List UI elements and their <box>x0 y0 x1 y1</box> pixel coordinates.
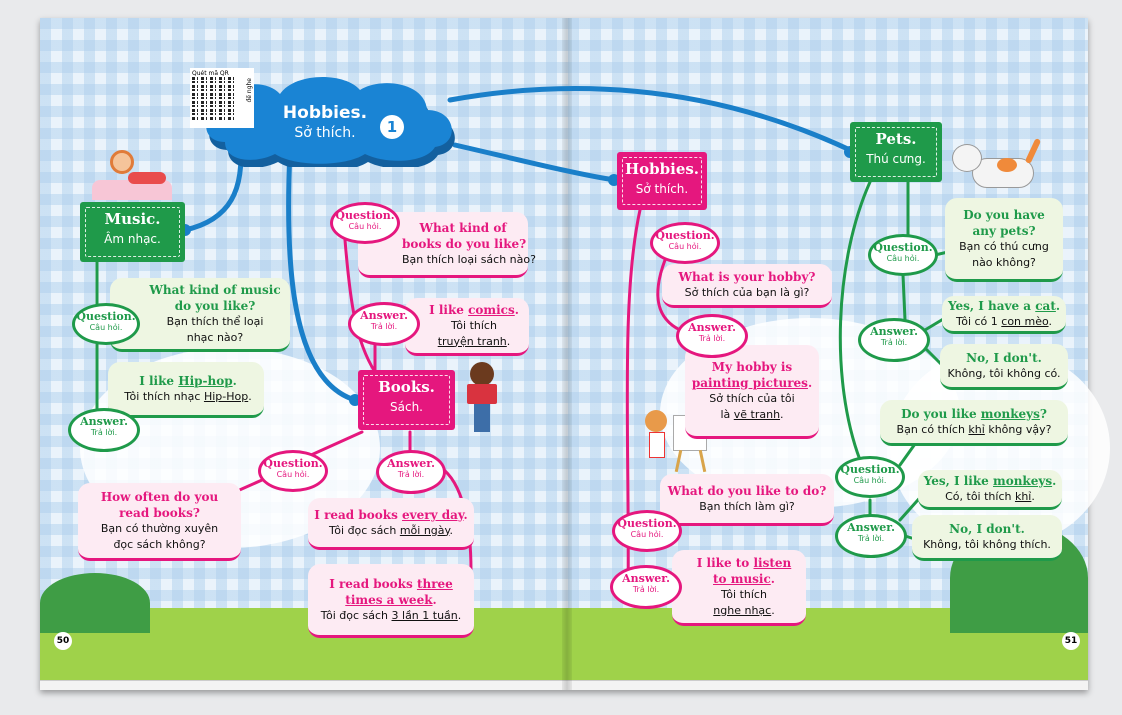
page-title: Hobbies. <box>282 103 368 123</box>
question-bubble <box>868 234 938 276</box>
text-box-p-a2 <box>940 344 1068 390</box>
underlined-phrase: three <box>416 576 453 591</box>
text-box-b-a3 <box>308 564 474 638</box>
english-line: I like Hip-hop. <box>139 373 237 388</box>
english-line: I like to listen <box>696 555 792 570</box>
english-line: No, I don't. <box>949 521 1025 536</box>
question-bubble <box>258 450 328 492</box>
english-line: I like comics. <box>429 302 519 317</box>
vietnamese-line: Tôi đọc sách 3 lần 1 tuần. <box>320 608 462 622</box>
topic-subtitle: Thú cưng. <box>866 152 926 166</box>
vietnamese-line: Bạn thích làm gì? <box>699 499 795 513</box>
answer-bubble <box>68 408 140 452</box>
bubble-sublabel: Trả lời. <box>397 470 425 479</box>
bubble-label: Question. <box>263 457 323 470</box>
qr-code-image <box>192 77 236 121</box>
text-box-b-q2 <box>78 483 241 561</box>
text-box-b-a1 <box>405 298 529 356</box>
page-title-vi: Sở thích. <box>294 125 356 141</box>
bubble-label: Answer. <box>688 321 736 334</box>
english-line: Yes, I like monkeys. <box>923 473 1057 488</box>
vietnamese-line: Bạn có thường xuyên <box>100 521 219 535</box>
connector-hobbies <box>455 145 615 180</box>
underlined-phrase: truyện tranh <box>437 334 507 348</box>
underlined-phrase: times a week <box>345 592 433 607</box>
page-number-left: 50 <box>54 632 72 650</box>
cat-illustration <box>952 138 1047 203</box>
text-box-p-a1 <box>942 296 1066 334</box>
topic-border <box>855 127 937 177</box>
english-line: I read books every day. <box>314 507 468 522</box>
vietnamese-line: truyện tranh. <box>437 334 511 348</box>
answer-bubble <box>376 450 446 494</box>
bubble-sublabel: Trả lời. <box>698 334 726 343</box>
text-box-m-a <box>108 362 264 418</box>
topic-title: Books. <box>378 378 435 396</box>
english-line: What is your hobby? <box>678 269 816 284</box>
qr-code[interactable] <box>190 68 254 128</box>
bubble-sublabel: Trả lời. <box>370 322 398 331</box>
vietnamese-line: nào không? <box>972 255 1036 269</box>
english-line: What do you like to do? <box>667 483 827 498</box>
connector-books <box>289 150 355 400</box>
underlined-phrase: to music <box>713 571 771 586</box>
bubble-label: Question. <box>873 241 933 254</box>
english-line: How often do you <box>100 489 219 504</box>
english-line: books do you like? <box>402 236 527 251</box>
vietnamese-line: Tôi đọc sách mỗi ngày. <box>329 523 453 537</box>
underlined-phrase: monkeys <box>980 406 1040 421</box>
connector-pets <box>450 88 850 150</box>
bubble-label: Question. <box>335 209 395 222</box>
qr-label: Quét mã QR <box>192 70 229 77</box>
vietnamese-line: Tôi thích <box>451 318 497 332</box>
bubble-label: Answer. <box>387 457 435 470</box>
underlined-phrase: mỗi ngày <box>399 523 450 537</box>
text-box-b-a2 <box>308 498 474 550</box>
vietnamese-line: Bạn có thú cưng <box>959 239 1049 253</box>
boy-reading-illustration <box>464 362 500 434</box>
topic-books[interactable] <box>358 370 455 430</box>
english-line: any pets? <box>972 223 1036 238</box>
underlined-phrase: Hip-Hop <box>203 389 249 403</box>
vietnamese-line: Không, tôi không có. <box>947 366 1061 380</box>
bubble-label: Answer. <box>80 415 128 428</box>
topic-border <box>363 375 450 425</box>
english-line: read books? <box>119 505 200 520</box>
english-line: Yes, I have a cat. <box>947 298 1061 313</box>
bubble-sublabel: Trả lời. <box>880 338 908 347</box>
underlined-phrase: every day <box>402 507 464 522</box>
vietnamese-line: nghe nhạc. <box>713 603 775 617</box>
text-box-p-q2 <box>880 400 1068 446</box>
english-line: I read books three <box>329 576 453 591</box>
topic-title: Hobbies. <box>624 160 700 178</box>
topic-hobbies[interactable] <box>617 152 707 210</box>
bubble-label: Question. <box>617 517 677 530</box>
vietnamese-line: Bạn thích loại sách nào? <box>402 252 536 266</box>
english-line: What kind of music <box>149 282 281 297</box>
vietnamese-line: Tôi thích nhạc Hip-Hop. <box>124 389 252 403</box>
qr-side-label: để nghe <box>246 78 253 103</box>
english-line: to music. <box>713 571 775 586</box>
underlined-phrase: khỉ <box>968 422 985 436</box>
bubble-sublabel: Câu hỏi. <box>853 476 887 485</box>
underlined-phrase: painting pictures <box>691 375 808 390</box>
bubble-sublabel: Câu hỏi. <box>668 242 702 251</box>
question-bubble <box>612 510 682 552</box>
text-box-p-q1 <box>945 198 1063 282</box>
bubble-sublabel: Trả lời. <box>857 534 885 543</box>
topic-subtitle: Sách. <box>390 400 423 414</box>
question-bubble <box>835 456 905 498</box>
text-box-h-a1 <box>685 345 819 439</box>
bubble-label: Answer. <box>870 325 918 338</box>
english-line: Do you like monkeys? <box>901 406 1047 421</box>
vietnamese-line: nhạc nào? <box>186 330 244 344</box>
vietnamese-line: Không, tôi không thích. <box>923 537 1051 551</box>
vietnamese-line: là vẽ tranh. <box>720 407 784 421</box>
underlined-phrase: nghe nhạc <box>713 603 772 617</box>
question-bubble <box>650 222 720 264</box>
text-box-h-q2 <box>660 474 834 526</box>
topic-subtitle: Sở thích. <box>635 182 689 196</box>
question-bubble <box>72 303 140 345</box>
bubble-label: Answer. <box>622 572 670 585</box>
unit-number-badge: 1 <box>380 115 404 139</box>
text-box-h-q1 <box>662 264 832 308</box>
topic-pets[interactable] <box>850 122 942 182</box>
bubble-label: Question. <box>76 310 136 323</box>
topic-title: Pets. <box>875 130 917 148</box>
topic-music[interactable] <box>80 202 185 262</box>
bubble-label: Answer. <box>360 309 408 322</box>
bubble-label: Question. <box>655 229 715 242</box>
english-line: times a week. <box>345 592 437 607</box>
english-line: No, I don't. <box>966 350 1042 365</box>
music-girl-illustration <box>92 150 172 200</box>
page-number-right: 51 <box>1062 632 1080 650</box>
bubble-sublabel: Trả lời. <box>90 428 118 437</box>
vietnamese-line: Bạn thích thể loại <box>166 314 264 328</box>
text-box-p-a4 <box>912 515 1062 561</box>
answer-bubble <box>610 565 682 609</box>
underlined-phrase: comics <box>468 302 515 317</box>
english-line: painting pictures. <box>691 375 813 390</box>
bubble-sublabel: Trả lời. <box>632 585 660 594</box>
english-line: do you like? <box>174 298 256 313</box>
underlined-phrase: monkeys <box>993 473 1053 488</box>
vietnamese-line: Bạn có thích khỉ không vậy? <box>896 422 1052 436</box>
topic-subtitle: Âm nhạc. <box>104 232 161 246</box>
vietnamese-line: Sở thích của bạn là gì? <box>684 285 810 299</box>
underlined-phrase: cat <box>1035 298 1056 313</box>
vietnamese-line: Sở thích của tôi <box>709 391 795 405</box>
bubble-label: Answer. <box>847 521 895 534</box>
bubble-sublabel: Câu hỏi. <box>348 222 382 231</box>
vietnamese-line: đọc sách không? <box>113 537 206 551</box>
underlined-phrase: Hip-hop <box>178 373 233 388</box>
underlined-phrase: listen <box>753 555 792 570</box>
english-line: What kind of <box>419 220 507 235</box>
text-box-h-a2 <box>672 550 806 626</box>
underlined-phrase: khỉ <box>1014 489 1032 503</box>
underlined-phrase: vẽ tranh <box>733 407 781 421</box>
text-box-p-a3 <box>918 470 1062 510</box>
question-bubble <box>330 202 400 244</box>
answer-bubble <box>835 514 907 558</box>
topic-title: Music. <box>104 210 161 228</box>
vietnamese-line: Tôi có 1 con mèo. <box>955 314 1053 328</box>
vietnamese-line: Có, tôi thích khỉ. <box>945 489 1035 503</box>
answer-bubble <box>858 318 930 362</box>
bubble-sublabel: Câu hỏi. <box>886 254 920 263</box>
bubble-sublabel: Câu hỏi. <box>276 470 310 479</box>
bubble-sublabel: Câu hỏi. <box>89 323 123 332</box>
answer-bubble <box>676 314 748 358</box>
bubble-sublabel: Câu hỏi. <box>630 530 664 539</box>
topic-border <box>85 207 180 257</box>
english-line: My hobby is <box>711 359 793 374</box>
underlined-phrase: 3 lần 1 tuần <box>391 608 458 622</box>
topic-border <box>622 157 702 205</box>
bubble-label: Question. <box>840 463 900 476</box>
underlined-phrase: con mèo <box>1001 314 1049 328</box>
english-line: Do you have <box>963 207 1045 222</box>
vietnamese-line: Tôi thích <box>721 587 767 601</box>
answer-bubble <box>348 302 420 346</box>
